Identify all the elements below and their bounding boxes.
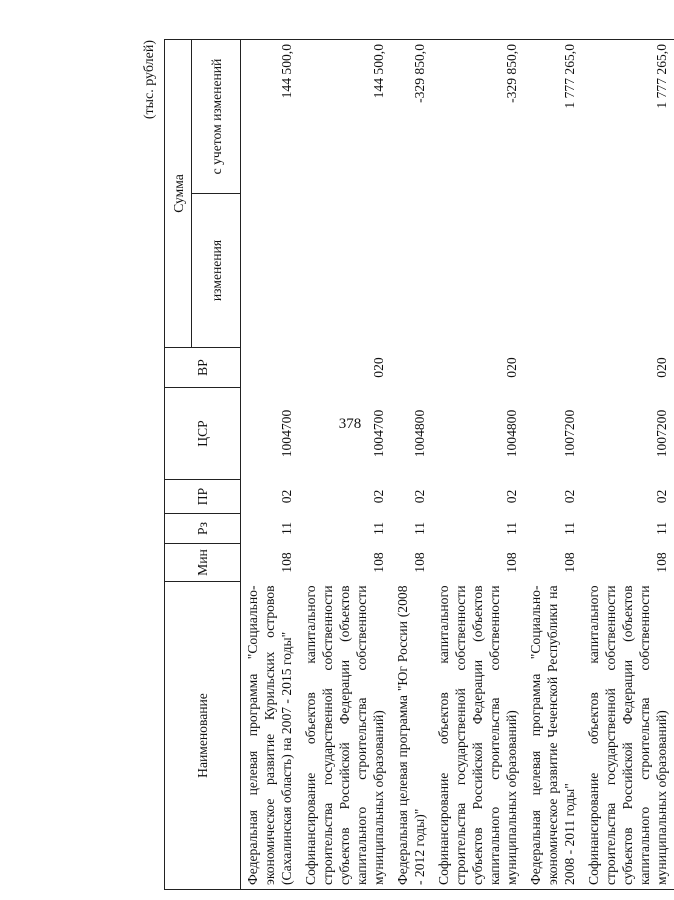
table-header bbox=[165, 40, 241, 890]
cell-name: Федеральная целевая программа "Юг России (2008 - 2012 годы)" bbox=[391, 582, 432, 890]
header-summa: Сумма bbox=[165, 40, 192, 348]
cell-izm bbox=[391, 194, 432, 348]
cell-rz: 11 bbox=[562, 521, 577, 536]
cell-vr: 020 bbox=[371, 357, 386, 378]
cell-izm bbox=[582, 194, 674, 348]
budget-table bbox=[164, 39, 674, 890]
cell-pr: 02 bbox=[504, 489, 519, 504]
cell-csr: 1007200 bbox=[654, 409, 669, 458]
cell-csr: 1007200 bbox=[562, 409, 577, 458]
cell-pr: 02 bbox=[279, 489, 294, 504]
cell-pr: 02 bbox=[562, 489, 577, 504]
cell-min: 108 bbox=[279, 552, 294, 573]
cell-vr: 020 bbox=[504, 357, 519, 378]
cell-min: 108 bbox=[562, 552, 577, 573]
cell-vr bbox=[524, 348, 582, 388]
table-row bbox=[391, 40, 432, 890]
header-name: Наименование bbox=[165, 582, 241, 890]
cell-min: 108 bbox=[371, 552, 386, 573]
cell-name: Федеральная целевая программа "Социально-экономическое развитие Курильских островов (Сахалинская область) на 2007 - 2015 годы" bbox=[241, 582, 300, 890]
cell-izm bbox=[241, 194, 300, 348]
cell-csr: 1004800 bbox=[504, 409, 519, 458]
cell-rz: 11 bbox=[504, 521, 519, 536]
cell-vr bbox=[391, 348, 432, 388]
cell-s-uchetom: -329 850,0 bbox=[391, 40, 432, 194]
cell-s-uchetom: 144 500,0 bbox=[241, 40, 300, 194]
cell-name: Федеральная целевая программа "Социально-экономическое развитие Чеченской Республики на 2008 - 2011 годы" bbox=[524, 582, 582, 890]
cell-rz: 11 bbox=[654, 521, 669, 536]
cell-rz: 11 bbox=[279, 521, 294, 536]
cell-csr: 1004700 bbox=[371, 409, 386, 458]
cell-min: 108 bbox=[504, 552, 519, 573]
cell-s-uchetom: -329 850,0 bbox=[432, 40, 524, 194]
cell-izm bbox=[432, 194, 524, 348]
cell-min: 108 bbox=[654, 552, 669, 573]
cell-rz: 11 bbox=[412, 521, 427, 536]
rotated-page-content bbox=[140, 40, 669, 890]
cell-name: Софинансирование объектов капитального строительства государственной собственности субъектов Российской Федерации (объектов капитального строительства собственности муниципальных образований) bbox=[432, 582, 524, 890]
table-row bbox=[241, 40, 300, 890]
cell-rz: 11 bbox=[371, 521, 386, 536]
table-row bbox=[299, 40, 391, 890]
cell-csr: 1004800 bbox=[412, 409, 427, 458]
header-pr: ПР bbox=[165, 480, 241, 514]
cell-vr: 020 bbox=[654, 357, 669, 378]
cell-pr: 02 bbox=[412, 489, 427, 504]
cell-izm bbox=[299, 194, 391, 348]
cell-pr: 02 bbox=[654, 489, 669, 504]
cell-name: Софинансирование объектов капитального строительства государственной собственности субъектов Российской Федерации (объектов капитального строительства собственности муниципальных образований) bbox=[299, 582, 391, 890]
table-row bbox=[582, 40, 674, 890]
cell-min: 108 bbox=[412, 552, 427, 573]
cell-csr: 1004700 bbox=[279, 409, 294, 458]
table-row bbox=[432, 40, 524, 890]
cell-s-uchetom: 1 777 265,0 bbox=[524, 40, 582, 194]
cell-vr bbox=[241, 348, 300, 388]
cell-s-uchetom: 1 777 265,0 bbox=[582, 40, 674, 194]
table-row bbox=[524, 40, 582, 890]
header-csr: ЦСР bbox=[165, 388, 241, 480]
header-rz: Рз bbox=[165, 514, 241, 544]
header-vr: ВР bbox=[165, 348, 241, 388]
unit-caption: (тыс. рублей) bbox=[142, 40, 157, 120]
page-number: 378 bbox=[338, 416, 362, 432]
header-min: Мин bbox=[165, 544, 241, 582]
table-body bbox=[241, 40, 674, 890]
cell-pr: 02 bbox=[371, 489, 386, 504]
cell-s-uchetom: 144 500,0 bbox=[299, 40, 391, 194]
header-s-uchetom: с учетом изменений bbox=[192, 40, 241, 194]
cell-izm bbox=[524, 194, 582, 348]
header-izmeneniya: изменения bbox=[192, 194, 241, 348]
cell-name: Софинансирование объектов капитального строительства государственной собственности субъектов Российской Федерации (объектов капитального строительства собственности муниципальных образований) bbox=[582, 582, 674, 890]
